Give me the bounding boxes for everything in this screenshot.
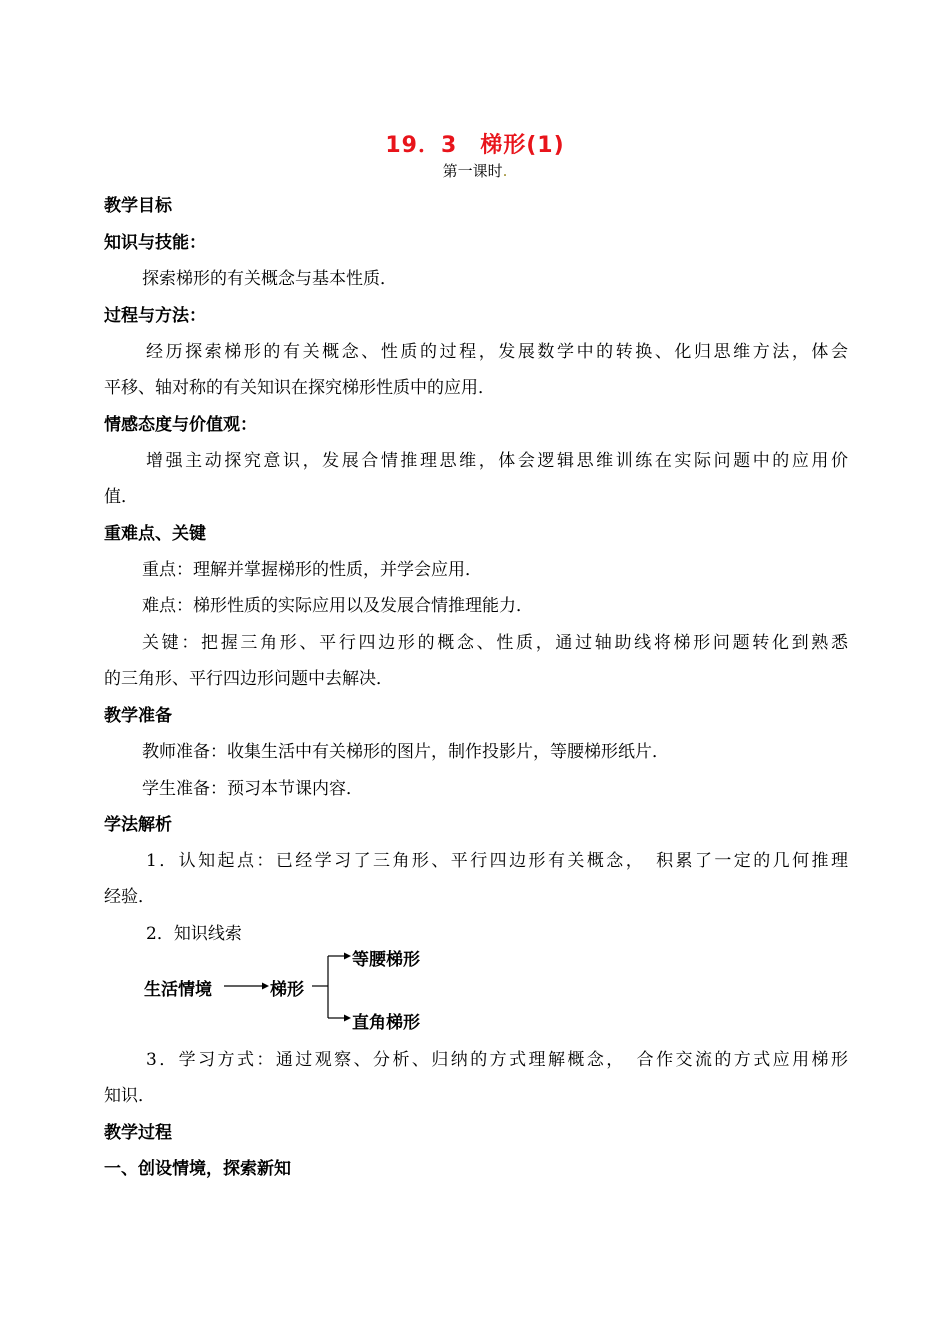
knowledge-thread-diagram [140,938,460,1038]
heading-teaching-prep: 教学准备 [104,706,172,726]
arrow-head-bottom [344,1015,351,1022]
page-subtitle [0,160,950,181]
heading-key-points: 重难点、关键 [104,524,206,544]
text-teacher-prep: 教师准备：收集生活中有关梯形的图片，制作投影片，等腰梯形纸片． [142,742,669,762]
subtitle-dot: . [502,162,508,180]
text-process-method-1: 经历探索梯形的有关概念、性质的过程，发展数学中的转换、化归思维方法，体会 [146,342,848,362]
heading-part-one: 一、创设情境，探索新知 [104,1159,291,1179]
arrow-head-main [262,983,269,990]
text-difficult-point: 难点：梯形性质的实际应用以及发展合情推理能力． [142,596,533,616]
text-emotion-values-2: 值． [104,487,138,507]
subtitle-text: 第一课时 [442,162,503,180]
arrow-head-top [344,953,351,960]
heading-emotion-values: 情感态度与价值观： [104,415,257,435]
heading-knowledge-skills: 知识与技能： [104,233,206,253]
text-method-3a: 3．学习方式：通过观察、分析、归纳的方式理解概念， 合作交流的方式应用梯形 [146,1050,848,1070]
text-method-1a: 1．认知起点：已经学习了三角形、平行四边形有关概念， 积累了一定的几何推理 [146,851,848,871]
text-method-3b: 知识． [104,1086,155,1106]
diagram-top-branch-label: 等腰梯形 [352,950,420,970]
page-title: 19．3 梯形(1) [385,133,565,158]
text-crux-2: 的三角形、平行四边形问题中去解决． [104,669,393,689]
heading-teaching-process: 教学过程 [104,1123,172,1143]
diagram-source-label: 生活情境 [144,980,212,1000]
heading-process-method: 过程与方法： [104,306,206,326]
text-process-method-2: 平移、轴对称的有关知识在探究梯形性质中的应用． [104,378,495,398]
text-knowledge-skills: 探索梯形的有关概念与基本性质． [142,269,397,289]
diagram-bottom-branch-label: 直角梯形 [352,1013,420,1033]
diagram-middle-label: 梯形 [270,980,304,1000]
text-key-point: 重点：理解并掌握梯形的性质，并学会应用． [142,560,482,580]
text-method-2: 2．知识线索 [146,924,242,944]
text-emotion-values-1: 增强主动探究意识，发展合情推理思维，体会逻辑思维训练在实际问题中的应用价 [146,451,848,471]
heading-teaching-goals: 教学目标 [104,196,172,216]
heading-learning-method: 学法解析 [104,815,172,835]
text-student-prep: 学生准备：预习本节课内容． [142,779,363,799]
text-crux-1: 关键：把握三角形、平行四边形的概念、性质，通过轴助线将梯形问题转化到熟悉 [142,633,848,653]
text-method-1b: 经验． [104,887,155,907]
